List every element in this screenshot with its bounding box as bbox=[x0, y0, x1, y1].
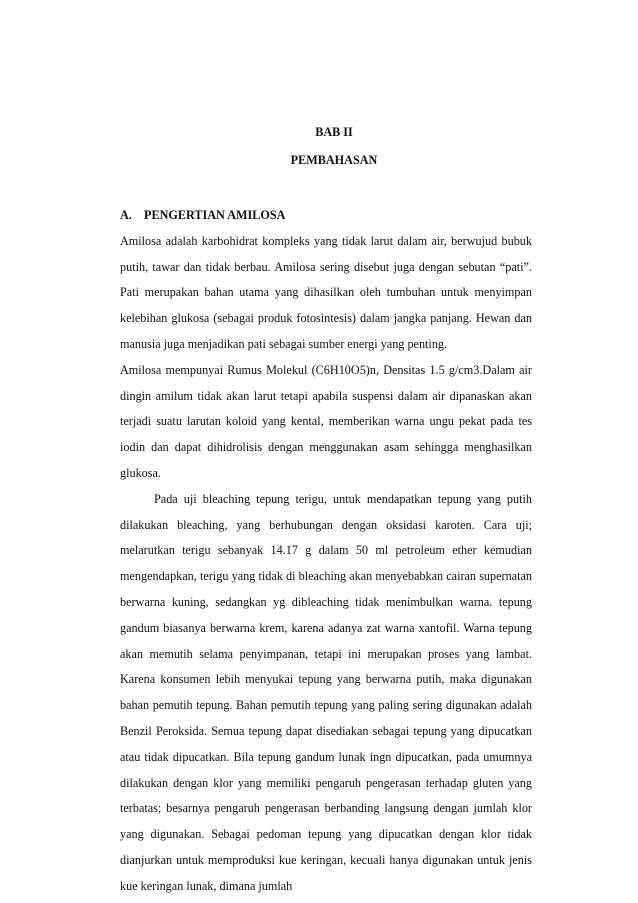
chapter-header bbox=[0, 118, 638, 174]
chapter-label: BAB II bbox=[315, 125, 353, 139]
paragraph-bleaching-test: Pada uji bleaching tepung terigu, untuk mendapatkan tepung yang putih dilakukan bleaching, yang berhubungan dengan oksidasi karoten. Cara uji; melarutkan terigu sebanyak 14.17 g dalam 50 ml petroleum ether kemudian mengendapkan, terigu yang tidak di bleaching akan menyebabkan cairan supernatan berwarna kuning, sedangkan yg dibleaching tidak menimbulkan warna. tepung gandum biasanya berwarna krem, karena adanya zat warna xantofil. Warna tepung akan memutih selama penyimpanan, tetapi ini merupakan proses yang lambat. Karena konsumen lebih menyukai tepung yang berwarna putih, maka digunakan bahan pemutih tepung. Bahan pemutih tepung yang paling sering digunakan adalah Benzil Peroksida. Semua tepung dapat disediakan sebagai tepung yang dipucatkan atau tidak dipucatkan. Bila tepung gandum lunak ingn dipucatkan, pada umumnya dilakukan dengan klor yang memiliki pengaruh pengerasan terhadap gluten yang terbatas; besarnya pengaruh pengerasan berbanding langsung dengan jumlah klor yang digunakan. Sebagai pedoman tepung yang dipucatkan dengan klor tidak dianjurkan untuk memproduksi kue keringan, kecuali hanya digunakan untuk jenis kue keringan lunak, dimana jumlah bbox=[120, 491, 532, 893]
section-number: A. bbox=[120, 208, 132, 222]
document-body bbox=[120, 203, 532, 900]
paragraph-amilosa-properties: Amilosa mempunyai Rumus Molekul (C6H10O5)n, Densitas 1.5 g/cm3.Dalam air dingin amilum tidak akan larut tetapi apabila suspensi dalam air dipanaskan akan terjadi suatu larutan koloid yang kental, memberikan warna ungu pekat pada tes iodin dan dapat dihidrolisis dengan menggunakan asam sehingga menghasilkan glukosa. bbox=[120, 362, 532, 480]
section-title: PENGERTIAN AMILOSA bbox=[144, 208, 286, 222]
section-heading bbox=[120, 203, 532, 229]
paragraph-amilosa-definition: Amilosa adalah karbohidrat kompleks yang tidak larut dalam air, berwujud bubuk putih, tawar dan tidak berbau. Amilosa sering disebut juga dengan sebutan “pati”. Pati merupakan bahan utama yang dihasilkan oleh tumbuhan untuk menyimpan kelebihan glukosa (sebagai produk fotosintesis) dalam jangka panjang. Hewan dan manusia juga menjadikan pati sebagai sumber energi yang penting. bbox=[120, 233, 532, 351]
chapter-title: PEMBAHASAN bbox=[290, 153, 378, 167]
